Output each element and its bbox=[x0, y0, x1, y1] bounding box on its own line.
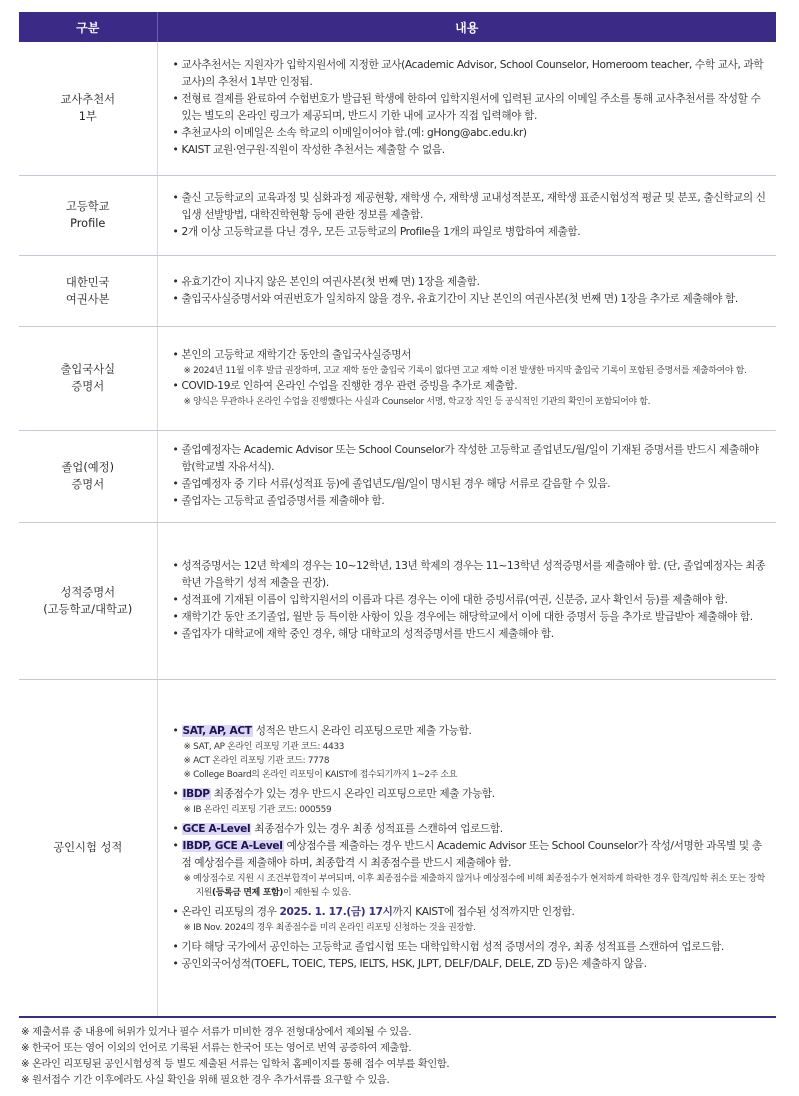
category-label: 공인시험 성적 bbox=[53, 841, 123, 855]
note-text: ※ ACT 온라인 리포팅 기관 코드: 7778 bbox=[183, 755, 330, 766]
highlight-text: SAT, AP, ACT bbox=[182, 724, 252, 737]
bullet-item: • 졸업예정자는 Academic Advisor 또는 School Counselor가 작성한 고등학교 졸업년도/월/일이 기재된 증명서를 반드시 제출해야 함(학교별 자유서식). bbox=[172, 442, 767, 476]
bullet-text: 성적은 반드시 온라인 리포팅으로만 제출 가능함. bbox=[252, 724, 472, 737]
bullet-item: • COVID-19로 인하여 온라인 수업을 진행한 경우 관련 증빙을 추가로 제출함. bbox=[172, 378, 767, 395]
footer-notes bbox=[19, 1025, 776, 1089]
bullet-item: • 기타 해당 국가에서 공인하는 고등학교 졸업시험 또는 대학입학시험 성적 증명서의 경우, 최종 성적표를 스캔하여 업로드함. bbox=[172, 939, 767, 956]
category-cell bbox=[19, 679, 157, 1017]
table-row-immigration-record bbox=[19, 326, 776, 430]
content-cell bbox=[157, 430, 776, 522]
category-label: 고등학교 Profile bbox=[65, 200, 110, 230]
category-cell bbox=[19, 42, 157, 175]
table-row-standardized-tests bbox=[19, 679, 776, 1017]
bullet-item: • 본인의 고등학교 재학기간 동안의 출입국사실증명서 bbox=[172, 347, 767, 364]
bullet-item bbox=[172, 838, 767, 872]
bullet-item: • 졸업자는 고등학교 졸업증명서를 제출해야 함. bbox=[172, 493, 767, 510]
bullet-item: • KAIST 교원·연구원·직원이 작성한 추천서는 제출할 수 없음. bbox=[172, 142, 767, 159]
bullet-item: • 2개 이상 고등학교를 다닌 경우, 모든 고등학교의 Profile을 1개의 파일로 병합하여 제출함. bbox=[172, 224, 767, 241]
category-label: 대한민국 여권사본 bbox=[65, 275, 110, 306]
note-text: ※ IB Nov. 2024의 경우 최종점수를 미리 온라인 리포팅 신청하는 것을 권장함. bbox=[183, 922, 476, 933]
header-content: 내용 bbox=[157, 12, 776, 42]
table-row-school-profile bbox=[19, 175, 776, 255]
bullet-item: • 교사추천서는 지원자가 입학지원서에 지정한 교사(Academic Advisor, School Counselor, Homeroom teacher, 수학 교사, 과학 교사)의 추천서 1부만 인정됨. bbox=[172, 57, 767, 91]
note-text: ※ SAT, AP 온라인 리포팅 기관 코드: 4433 bbox=[183, 741, 345, 752]
requirements-document bbox=[19, 12, 776, 1089]
deadline-date: 2025. 1. 17.(금) 17시 bbox=[279, 905, 393, 918]
category-label: 졸업(예정) 증명서 bbox=[61, 461, 114, 491]
category-cell bbox=[19, 430, 157, 522]
content-cell bbox=[157, 522, 776, 679]
bullet-item: • 졸업자가 대학교에 재학 중인 경우, 해당 대학교의 성적증명서를 반드시 제출해야 함. bbox=[172, 626, 767, 643]
highlight-text: GCE A-Level bbox=[182, 822, 251, 835]
footer-note: ※ 한국어 또는 영어 이외의 언어로 기록된 서류는 한국어 또는 영어로 번역 공증하여 제출함. bbox=[21, 1043, 412, 1054]
table-row-transcript bbox=[19, 522, 776, 679]
bullet-text: 까지 KAIST에 접수된 성적까지만 인정함. bbox=[392, 905, 575, 918]
table-header-row bbox=[19, 12, 776, 42]
bullet-item: • 유효기간이 지나지 않은 본인의 여권사본(첫 번째 면) 1장을 제출함. bbox=[172, 274, 767, 291]
category-label: 출입국사실 증명서 bbox=[60, 363, 116, 393]
note-text: ※ 2024년 11월 이후 발급 권장하며, 고교 재학 동안 출입국 기록이 없다면 고교 재학 이전 발생한 마지막 출입국 기록이 포함된 증명서를 제출하여야 함. bbox=[183, 366, 747, 376]
category-cell bbox=[19, 255, 157, 326]
note-part: 이 제한될 수 있음. bbox=[283, 887, 352, 898]
highlight-text: IBDP bbox=[182, 787, 210, 800]
requirements-table bbox=[19, 12, 776, 1018]
footer-note: ※ 원서접수 기간 이후에라도 사실 확인을 위해 필요한 경우 추가서류를 요구할 수 있음. bbox=[21, 1075, 390, 1086]
note-part: ※ 예상점수로 지원 시 조건부합격이 부여되며, 이후 최종점수를 제출하지 않거나 예상점수에 비해 최종점수가 현저하게 하락한 경우 합격/입학 취소 또는 장학 지원 bbox=[183, 873, 765, 898]
bullet-item: • 성적증명서는 12년 학제의 경우는 10~12학년, 13년 학제의 경우는 11~13학년 성적증명서를 제출해야 함. (단, 졸업예정자는 최종학년 가을학기 성적 제출을 권장). bbox=[172, 558, 767, 592]
footer-note: ※ 제출서류 중 내용에 허위가 있거나 필수 서류가 미비한 경우 전형대상에서 제외될 수 있음. bbox=[21, 1027, 412, 1038]
bullet-text: 온라인 리포팅의 경우 bbox=[181, 905, 280, 918]
table-row-passport bbox=[19, 255, 776, 326]
bullet-item bbox=[172, 723, 767, 740]
category-label: 성적증명서 (고등학교/대학교) bbox=[43, 585, 133, 616]
category-label: 교사추천서 1부 bbox=[60, 93, 116, 124]
bullet-item: • 공인외국어성적(TOEFL, TOEIC, TEPS, IELTS, HSK, JLPT, DELF/DALF, DELE, ZD 등)은 제출하지 않음. bbox=[172, 956, 767, 973]
content-cell bbox=[157, 679, 776, 1017]
bullet-text: 최종점수가 있는 경우 반드시 온라인 리포팅으로만 제출 가능함. bbox=[210, 787, 495, 800]
note-bold: (등록금 면제 포함) bbox=[212, 887, 284, 898]
bullet-item bbox=[172, 904, 767, 921]
bullet-item bbox=[172, 786, 767, 803]
content-cell bbox=[157, 175, 776, 255]
highlight-text: IBDP, GCE A-Level bbox=[182, 839, 283, 852]
bullet-item: • 재학기간 동안 조기졸업, 월반 등 특이한 사항이 있을 경우에는 해당학교에서 이에 대한 증명서 등을 추가로 발급받아 제출해야 함. bbox=[172, 609, 767, 626]
bullet-item: • 전형료 결제를 완료하여 수험번호가 발급된 학생에 한하여 입학지원서에 입력된 교사의 이메일 주소를 통해 교사추천서를 작성할 수 있는 별도의 온라인 링크가 제공되며, 반드시 기한 내에 교사가 직접 입력해야 함. bbox=[172, 91, 767, 125]
table-row-teacher-recommendation bbox=[19, 42, 776, 175]
bullet-item bbox=[172, 821, 767, 838]
bullet-item: • 추천교사의 이메일은 소속 학교의 이메일이어야 함.(예: gHong@abc.edu.kr) bbox=[172, 125, 767, 142]
content-cell bbox=[157, 42, 776, 175]
category-cell bbox=[19, 522, 157, 679]
content-cell bbox=[157, 255, 776, 326]
table-row-graduation-certificate bbox=[19, 430, 776, 522]
category-cell bbox=[19, 175, 157, 255]
bullet-item: • 출입국사실증명서와 여권번호가 일치하지 않을 경우, 유효기간이 지난 본인의 여권사본(첫 번째 면) 1장을 추가로 제출해야 함. bbox=[172, 291, 767, 308]
bullet-item: • 출신 고등학교의 교육과정 및 심화과정 제공현황, 재학생 수, 재학생 교내성적분포, 재학생 표준시험성적 평균 및 분포, 출신학교의 신입생 선발방법, 대학진학현황 등에 관한 정보를 제출함. bbox=[172, 190, 767, 224]
footer-note: ※ 온라인 리포팅된 공인시험성적 등 별도 제출된 서류는 입학처 홈페이지를 통해 접수 여부를 확인함. bbox=[21, 1059, 450, 1070]
bullet-text: 최종점수가 있는 경우 최종 성적표를 스캔하여 업로드함. bbox=[251, 822, 503, 835]
note-text: ※ IB 온라인 리포팅 기관 코드: 000559 bbox=[183, 804, 332, 815]
bullet-item: • 졸업예정자 중 기타 서류(성적표 등)에 졸업년도/월/일이 명시된 경우 해당 서류로 갈음할 수 있음. bbox=[172, 476, 767, 493]
note-text: ※ 양식은 무관하나 온라인 수업을 진행했다는 사실과 Counselor 서명, 학교장 직인 등 공식적인 기관의 확인이 포함되어야 함. bbox=[183, 397, 651, 407]
header-category: 구분 bbox=[19, 12, 157, 42]
content-cell bbox=[157, 326, 776, 430]
bullet-text: 예상점수를 제출하는 경우 반드시 Academic Advisor 또는 School Counselor가 작성/서명한 과목별 및 총점 예상점수를 제출해야 하며, 최종합격 시 최종점수를 반드시 제출해야 함. bbox=[181, 839, 762, 869]
note-text bbox=[172, 872, 767, 900]
bullet-item: • 성적표에 기재된 이름이 입학지원서의 이름과 다른 경우는 이에 대한 증빙서류(여권, 신분증, 교사 확인서 등)를 제출해야 함. bbox=[172, 592, 767, 609]
category-cell bbox=[19, 326, 157, 430]
note-text: ※ College Board의 온라인 리포팅이 KAIST에 접수되기까지 1~2주 소요 bbox=[183, 769, 458, 780]
